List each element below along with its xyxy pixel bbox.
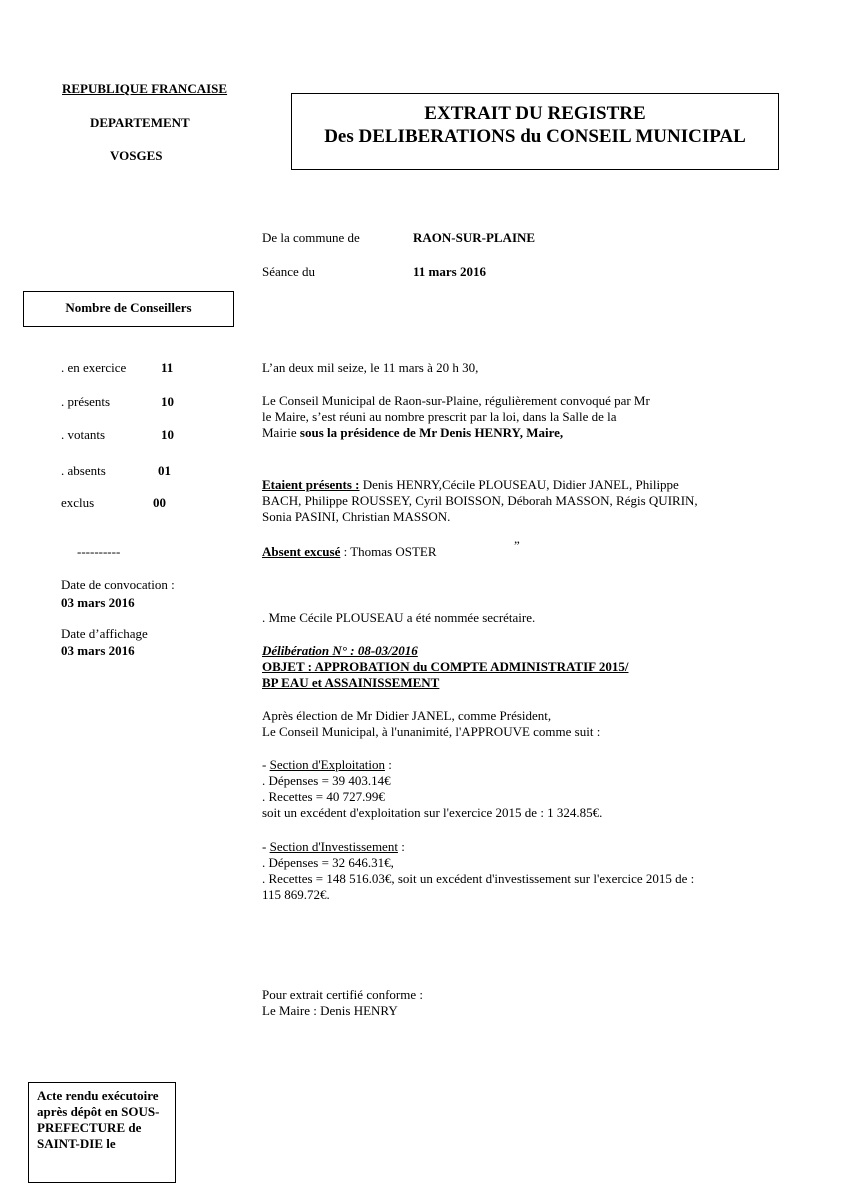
acte-line4: SAINT-DIE le	[37, 1136, 116, 1151]
presents-names-1: Denis HENRY,Cécile PLOUSEAU, Didier JANEL, Philippe	[359, 477, 679, 492]
count-label-exclus: exclus	[61, 495, 95, 510]
count-value-presents: 10	[161, 394, 174, 409]
convocation-label: Date de convocation :	[61, 577, 175, 592]
count-value-exclus: 00	[153, 495, 166, 510]
count-label-votants: . votants	[61, 427, 106, 442]
departement-label: DEPARTEMENT	[90, 115, 190, 130]
absent-value: : Thomas OSTER	[340, 544, 437, 559]
seance-date: 11 mars 2016	[413, 264, 486, 279]
convocation-date: 03 mars 2016	[61, 595, 135, 610]
document-title-box	[291, 93, 779, 170]
presents-line2: BACH, Philippe ROUSSEY, Cyril BOISSON, Déborah MASSON, Régis QUIRIN,	[262, 493, 698, 508]
signature-block	[262, 987, 762, 1019]
conseil-line3-prefix: Mairie	[262, 425, 300, 440]
exploitation-label: Section d'Exploitation	[269, 757, 385, 772]
objet-line2: BP EAU et ASSAINISSEMENT	[262, 675, 440, 690]
investissement-suffix: :	[397, 839, 405, 854]
investissement-prefix: -	[262, 839, 270, 854]
presents-label: Etaient présents :	[262, 477, 360, 492]
commune-name: RAON-SUR-PLAINE	[413, 230, 536, 245]
secretaire-line: . Mme Cécile PLOUSEAU a été nommée secrétaire.	[262, 610, 536, 625]
acte-executoire-box	[28, 1082, 176, 1183]
seance-label: Séance du	[262, 264, 316, 279]
objet-line1	[262, 659, 762, 675]
investissement-recettes: . Recettes = 148 516.03€, soit un excédent d'investissement sur l'exercice 2015 de :	[262, 871, 695, 886]
count-label-absents: . absents	[61, 463, 106, 478]
exploitation-prefix: -	[262, 757, 270, 772]
objet-label: OBJET :	[262, 659, 312, 674]
exploitation-heading	[262, 757, 762, 773]
apres-paragraph	[262, 708, 762, 740]
investissement-depenses: . Dépenses = 32 646.31€,	[262, 855, 394, 870]
count-value-votants: 10	[161, 427, 174, 442]
document-title-line1: EXTRAIT DU REGISTRE	[424, 103, 646, 124]
objet-text-1: APPROBATION du COMPTE ADMINISTRATIF 2015/	[311, 659, 629, 674]
departement-name: VOSGES	[110, 148, 163, 163]
conseil-line1: Le Conseil Municipal de Raon-sur-Plaine, régulièrement convoqué par Mr	[262, 393, 650, 408]
republic-heading: REPUBLIQUE FRANCAISE	[62, 81, 228, 96]
exploitation-excedent: soit un excédent d'exploitation sur l'exercice 2015 de : 1 324.85€.	[262, 805, 603, 820]
count-separator: ----------	[77, 544, 121, 559]
deliberation-block	[262, 643, 762, 691]
acte-line2: après dépôt en SOUS-	[37, 1104, 160, 1119]
apres-line2: Le Conseil Municipal, à l'unanimité, l'APPROUVE comme suit :	[262, 724, 601, 739]
investissement-excedent: 115 869.72€.	[262, 887, 330, 902]
exploitation-recettes: . Recettes = 40 727.99€	[262, 789, 385, 804]
deliberation-number: Délibération N° : 08-03/2016	[262, 643, 418, 658]
presents-line1	[262, 477, 762, 493]
affichage-date: 03 mars 2016	[61, 643, 135, 658]
acte-line1: Acte rendu exécutoire	[37, 1088, 159, 1103]
count-value-absents: 01	[158, 463, 171, 478]
presents-paragraph	[262, 477, 762, 525]
investissement-heading	[262, 839, 782, 855]
investissement-label: Section d'Investissement	[269, 839, 398, 854]
exploitation-depenses: . Dépenses = 39 403.14€	[262, 773, 391, 788]
affichage-label: Date d’affichage	[61, 626, 148, 641]
conseil-line2: le Maire, s’est réuni au nombre prescrit par la loi, dans la Salle de la	[262, 409, 617, 424]
extrait-certifie: Pour extrait certifié conforme :	[262, 987, 423, 1002]
absent-line	[262, 544, 762, 560]
document-title-line2: Des DELIBERATIONS du CONSEIL MUNICIPAL	[324, 126, 746, 147]
exploitation-section	[262, 757, 762, 821]
conseil-line3-presidence: sous la présidence de Mr Denis HENRY, Maire,	[299, 425, 564, 440]
conseil-paragraph	[262, 393, 762, 441]
count-label-exercice: . en exercice	[61, 360, 127, 375]
stray-mark: „	[514, 531, 520, 546]
intro-line: L’an deux mil seize, le 11 mars à 20 h 30,	[262, 360, 479, 375]
conseillers-box: Nombre de Conseillers	[23, 291, 234, 327]
acte-line3: PREFECTURE de	[37, 1120, 142, 1135]
maire-signature: Le Maire : Denis HENRY	[262, 1003, 398, 1018]
presents-line3: Sonia PASINI, Christian MASSON.	[262, 509, 451, 524]
count-label-presents: . présents	[61, 394, 111, 409]
conseil-line3	[262, 425, 762, 441]
exploitation-suffix: :	[384, 757, 392, 772]
investissement-section	[262, 839, 782, 903]
apres-line1: Après élection de Mr Didier JANEL, comme Président,	[262, 708, 552, 723]
commune-label: De la commune de	[262, 230, 360, 245]
absent-label: Absent excusé	[262, 544, 341, 559]
count-value-exercice: 11	[161, 360, 174, 375]
